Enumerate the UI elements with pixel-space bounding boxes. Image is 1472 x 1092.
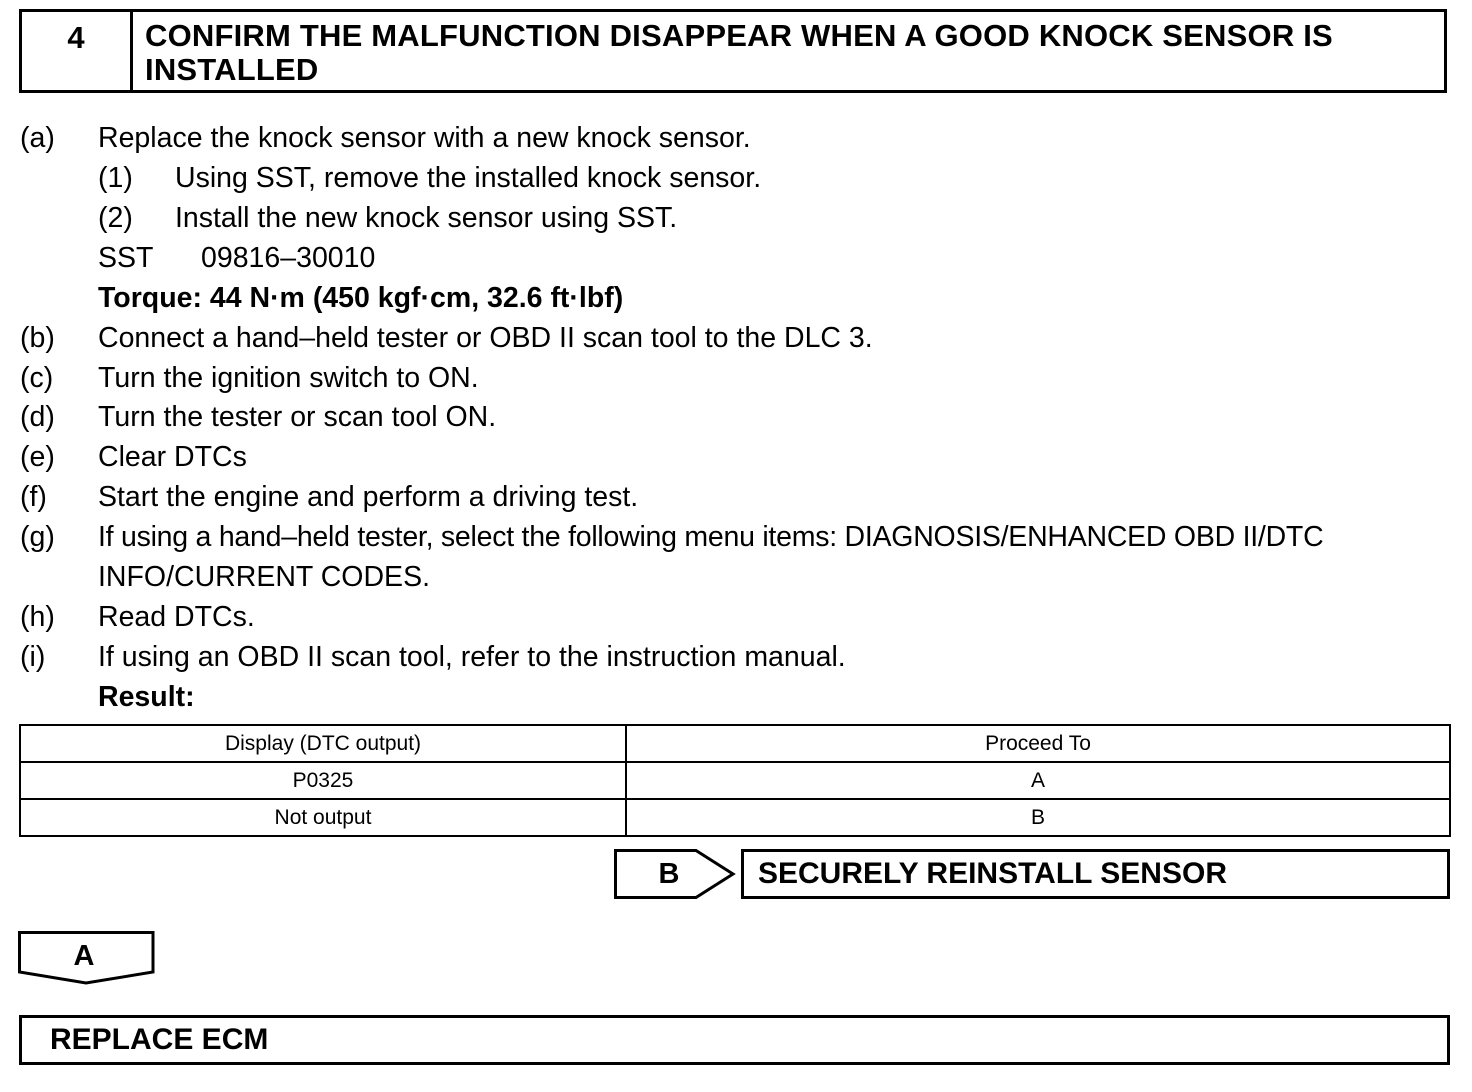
item-text: Connect a hand–held tester or OBD II scan tool to the DLC 3. <box>98 322 873 354</box>
step-title: CONFIRM THE MALFUNCTION DISAPPEAR WHEN A GOOD KNOCK SENSOR IS INSTALLED <box>145 18 1333 87</box>
item-label: (b) <box>20 322 55 354</box>
item-text: Install the new knock sensor using SST. <box>175 202 678 234</box>
item-label: (g) <box>20 521 55 553</box>
table-row <box>20 799 1450 836</box>
table-cell: Not output <box>20 799 626 836</box>
outcome-b-action: SECURELY REINSTALL SENSOR <box>741 849 1450 899</box>
item-label: (a) <box>20 122 55 154</box>
item-text: Start the engine and perform a driving test. <box>98 481 639 513</box>
item-label: (i) <box>20 641 46 673</box>
item-label: (f) <box>20 481 47 513</box>
list-item-g-continued: INFO/CURRENT CODES. <box>98 561 430 593</box>
sst-label: SST <box>98 242 154 274</box>
step-number: 4 <box>22 12 133 90</box>
table-cell: P0325 <box>20 762 626 799</box>
outcome-a-label: A <box>73 940 95 972</box>
item-label: (c) <box>20 362 54 394</box>
item-text: Using SST, remove the installed knock sensor. <box>175 162 762 194</box>
item-text: If using a hand–held tester, select the following menu items: DIAGNOSIS/ENHANCED OBD II/DTC <box>98 521 1324 553</box>
table-cell: B <box>626 799 1450 836</box>
item-text: Turn the tester or scan tool ON. <box>98 401 497 433</box>
column-header-proceed: Proceed To <box>626 725 1450 762</box>
column-header-display: Display (DTC output) <box>20 725 626 762</box>
table-cell: A <box>626 762 1450 799</box>
outcome-b-label: B <box>658 857 680 890</box>
item-label: (h) <box>20 601 55 633</box>
item-label: (d) <box>20 401 55 433</box>
torque-spec: Torque: 44 N·m (450 kgf·cm, 32.6 ft·lbf) <box>98 282 624 314</box>
item-text: Read DTCs. <box>98 601 255 633</box>
result-table <box>19 724 1451 837</box>
item-text: Replace the knock sensor with a new knock sensor. <box>98 122 751 154</box>
item-label: (2) <box>98 202 133 234</box>
step-header <box>19 9 1447 93</box>
outcome-a-action: REPLACE ECM <box>19 1015 1450 1065</box>
item-label: (e) <box>20 441 55 473</box>
item-text: Turn the ignition switch to ON. <box>98 362 479 394</box>
item-text: If using an OBD II scan tool, refer to the instruction manual. <box>98 641 846 673</box>
table-row <box>20 762 1450 799</box>
item-label: (1) <box>98 162 133 194</box>
table-header-row <box>20 725 1450 762</box>
result-label: Result: <box>98 681 195 713</box>
sst-value: 09816–30010 <box>201 242 376 274</box>
item-text: Clear DTCs <box>98 441 247 473</box>
